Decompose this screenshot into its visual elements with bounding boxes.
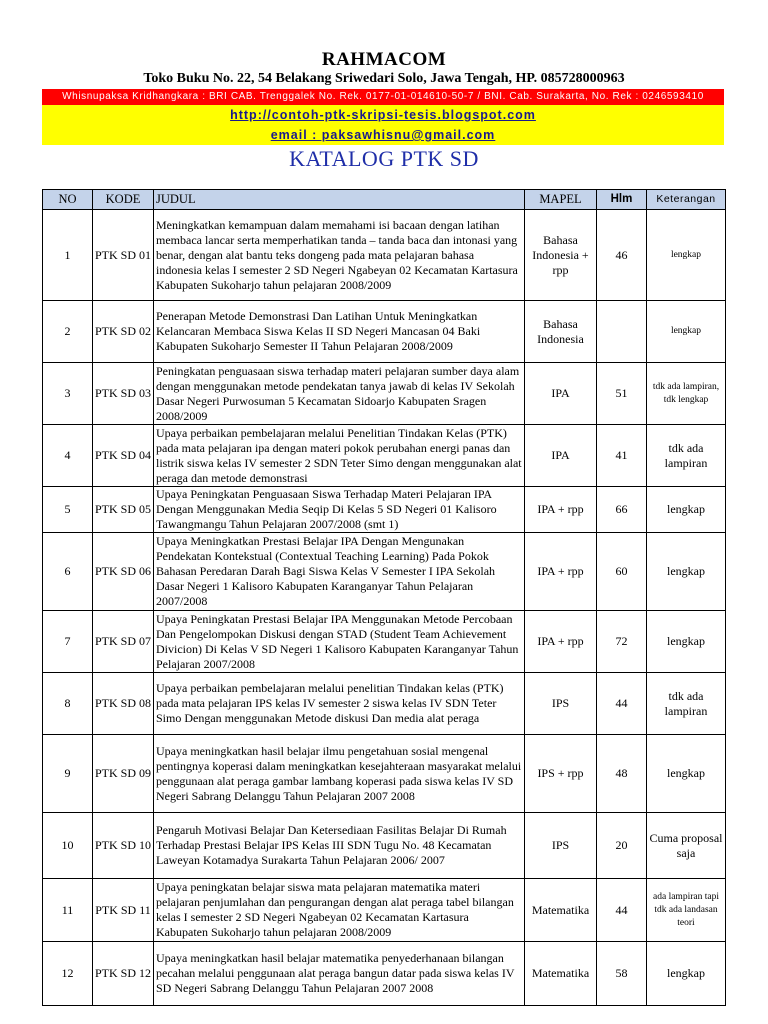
row-mapel: IPS xyxy=(525,813,597,879)
row-no: 10 xyxy=(43,813,93,879)
row-no: 9 xyxy=(43,735,93,813)
row-mapel: IPA xyxy=(525,363,597,425)
table-row xyxy=(43,813,726,879)
col-header-keterangan: Keterangan xyxy=(647,190,726,210)
row-mapel: IPA + rpp xyxy=(525,611,597,673)
table-row xyxy=(43,942,726,1006)
row-no: 6 xyxy=(43,533,93,611)
row-kode: PTK SD 06 xyxy=(93,533,154,611)
row-hlm: 44 xyxy=(597,879,647,942)
table-row xyxy=(43,533,726,611)
row-kode: PTK SD 12 xyxy=(93,942,154,1006)
row-kode: PTK SD 01 xyxy=(93,210,154,301)
row-judul: Upaya Meningkatkan Prestasi Belajar IPA Dengan Mengunakan Pendekatan Kontekstual (Contextual Teaching Learning) Pada Pokok Bahasan Peredaran Darah Bagi Siswa Kelas V Semester I IPA Sekolah Dasar Negeri 1 Kalisoro Kabupaten Karanganyar Tahun Pelajaran 2007/2008 xyxy=(154,533,525,611)
row-keterangan: lengkap xyxy=(647,533,726,611)
row-hlm xyxy=(597,301,647,363)
row-kode: PTK SD 02 xyxy=(93,301,154,363)
bank-account-bar: Whisnupaksa Kridhangkara : BRI CAB. Trenggalek No. Rek. 0177-01-014610-50-7 / BNI. Cab. Surakarta, No. Rek : 0246593410 xyxy=(42,89,724,105)
table-row xyxy=(43,611,726,673)
col-header-no: NO xyxy=(43,190,93,210)
row-judul: Pengaruh Motivasi Belajar Dan Ketersediaan Fasilitas Belajar Di Rumah Terhadap Prestasi Belajar IPS Kelas III SDN Tugu No. 48 Kecamatan Laweyan Kotamadya Surakarta Tahun Pelajaran 2006/ 2007 xyxy=(154,813,525,879)
row-hlm: 66 xyxy=(597,487,647,533)
row-judul: Penerapan Metode Demonstrasi Dan Latihan Untuk Meningkatkan Kelancaran Membaca Siswa Kelas II SD Negeri Mancasan 04 Baki Kabupaten Sukoharjo Semester II Tahun Pelajaran 2008/2009 xyxy=(154,301,525,363)
catalog-table xyxy=(42,189,726,1006)
catalog-title: KATALOG PTK SD xyxy=(289,146,479,171)
row-hlm: 44 xyxy=(597,673,647,735)
row-hlm: 48 xyxy=(597,735,647,813)
row-hlm: 58 xyxy=(597,942,647,1006)
row-kode: PTK SD 08 xyxy=(93,673,154,735)
row-judul: Meningkatkan kemampuan dalam memahami isi bacaan dengan latihan membaca lancar serta memperhatikan tanda – tanda baca dan intonasi yang benar, dengan alat bantu teks dongeng pada mata pelajaran bahasa indonesia kelas I semester 2 SD Negeri Ngabeyan 02 Kecamatan Kartasura Kabupaten Sukoharjo tahun pelajaran 2008/2009 xyxy=(154,210,525,301)
row-no: 12 xyxy=(43,942,93,1006)
row-hlm: 41 xyxy=(597,425,647,487)
row-no: 11 xyxy=(43,879,93,942)
table-row xyxy=(43,301,726,363)
row-judul: Upaya peningkatan belajar siswa mata pelajaran matematika materi pelajaran penjumlahan dan pengurangan dengan alat peraga tabel bilangan kelas I semester 2 SD Negeri Ngabeyan 02 Kecamatan Kartasura Kabupaten Sukoharjo tahun pelajaran 2008/2009 xyxy=(154,879,525,942)
row-judul: Upaya perbaikan pembelajaran melalui penelitian Tindakan kelas (PTK) pada mata pelajaran IPS kelas IV semester 2 siswa kelas IV SDN Teter Simo Dengan menggunakan Metode diskusi Dan media alat peraga xyxy=(154,673,525,735)
row-mapel: IPA xyxy=(525,425,597,487)
table-row xyxy=(43,425,726,487)
row-hlm: 60 xyxy=(597,533,647,611)
row-no: 4 xyxy=(43,425,93,487)
row-kode: PTK SD 09 xyxy=(93,735,154,813)
row-judul: Upaya Peningkatan Prestasi Belajar IPA Menggunakan Metode Percobaan Dan Pengelompokan Diskusi dengan STAD (Student Team Achievement Divicion) Di Kelas V SD Negeri 1 Kalisoro Kabupaten Karanganyar Tahun Pelajaran 2007/2008 xyxy=(154,611,525,673)
row-no: 5 xyxy=(43,487,93,533)
store-title: RAHMACOM xyxy=(321,49,447,70)
table-row xyxy=(43,210,726,301)
row-kode: PTK SD 03 xyxy=(93,363,154,425)
row-no: 7 xyxy=(43,611,93,673)
row-keterangan: lengkap xyxy=(647,942,726,1006)
row-judul: Upaya perbaikan pembelajaran melalui Penelitian Tindakan Kelas (PTK) pada mata pelajaran ipa dengan materi pokok perubahan energi panas dan listrik siswa kelas IV semester 2 SDN Teter Simo dengan menggunakan alat peraga dan metode demonstrasi xyxy=(154,425,525,487)
store-address: Toko Buku No. 22, 54 Belakang Sriwedari Solo, Jawa Tengah, HP. 085728000963 xyxy=(143,71,625,86)
row-hlm: 20 xyxy=(597,813,647,879)
row-mapel: IPS + rpp xyxy=(525,735,597,813)
col-header-kode: KODE xyxy=(93,190,154,210)
table-row xyxy=(43,363,726,425)
row-keterangan: tdk ada lampiran xyxy=(647,673,726,735)
row-keterangan: Cuma proposal saja xyxy=(647,813,726,879)
row-mapel: Matematika xyxy=(525,942,597,1006)
email-link[interactable]: email : paksawhisnu@gmail.com xyxy=(270,128,496,142)
row-keterangan: tdk ada lampiran, tdk lengkap xyxy=(647,363,726,425)
row-keterangan: lengkap xyxy=(647,210,726,301)
row-hlm: 51 xyxy=(597,363,647,425)
table-header-row xyxy=(43,190,726,210)
row-judul: Upaya Peningkatan Penguasaan Siswa Terhadap Materi Pelajaran IPA Dengan Menggunakan Media Seqip Di Kelas 5 SD Negeri 01 Kalisoro Tawangmangu Tahun Pelajaran 2007/2008 (smt 1) xyxy=(154,487,525,533)
row-kode: PTK SD 10 xyxy=(93,813,154,879)
row-keterangan: lengkap xyxy=(647,301,726,363)
row-no: 3 xyxy=(43,363,93,425)
row-no: 8 xyxy=(43,673,93,735)
row-keterangan: tdk ada lampiran xyxy=(647,425,726,487)
row-mapel: Bahasa Indonesia xyxy=(525,301,597,363)
website-link[interactable]: http://contoh-ptk-skripsi-tesis.blogspot.com xyxy=(230,108,536,122)
table-row xyxy=(43,673,726,735)
row-hlm: 46 xyxy=(597,210,647,301)
website-line xyxy=(42,105,724,125)
row-mapel: Bahasa Indonesia + rpp xyxy=(525,210,597,301)
row-keterangan: ada lampiran tapi tdk ada landasan teori xyxy=(647,879,726,942)
row-mapel: IPS xyxy=(525,673,597,735)
table-row xyxy=(43,487,726,533)
row-judul: Upaya meningkatkan hasil belajar ilmu pengetahuan sosial mengenal pentingnya koperasi dalam meningkatkan kesejahteraan masyarakat melalui penggunaan alat peraga gambar lambang koperasi pada siswa kelas IV SD Negeri Sabrang Delanggu Tahun Pelajaran 2007 2008 xyxy=(154,735,525,813)
row-keterangan: lengkap xyxy=(647,487,726,533)
row-judul: Upaya meningkatkan hasil belajar matematika penyederhanaan bilangan pecahan melalui penggunaan alat peraga bangun datar pada siswa kelas IV SD Negeri Sabrang Delanggu Tahun Pelajaran 2007 2008 xyxy=(154,942,525,1006)
row-hlm: 72 xyxy=(597,611,647,673)
row-kode: PTK SD 11 xyxy=(93,879,154,942)
row-mapel: IPA + rpp xyxy=(525,487,597,533)
email-line xyxy=(42,125,724,145)
row-keterangan: lengkap xyxy=(647,611,726,673)
col-header-judul: JUDUL xyxy=(154,190,525,210)
col-header-mapel: MAPEL xyxy=(525,190,597,210)
col-header-hlm: Hlm xyxy=(597,190,647,210)
contact-bar xyxy=(42,105,724,145)
row-kode: PTK SD 07 xyxy=(93,611,154,673)
row-mapel: Matematika xyxy=(525,879,597,942)
table-row xyxy=(43,879,726,942)
row-mapel: IPA + rpp xyxy=(525,533,597,611)
row-kode: PTK SD 04 xyxy=(93,425,154,487)
row-no: 2 xyxy=(43,301,93,363)
row-judul: Peningkatan penguasaan siswa terhadap materi pelajaran sumber daya alam dengan menggunakan metode pendekatan tanya jawab di kelas IV Sekolah Dasar Negeri Purwosuman 5 Kecamatan Sidoarjo Kabupaten Sragen 2008/2009 xyxy=(154,363,525,425)
table-row xyxy=(43,735,726,813)
row-keterangan: lengkap xyxy=(647,735,726,813)
row-kode: PTK SD 05 xyxy=(93,487,154,533)
row-no: 1 xyxy=(43,210,93,301)
